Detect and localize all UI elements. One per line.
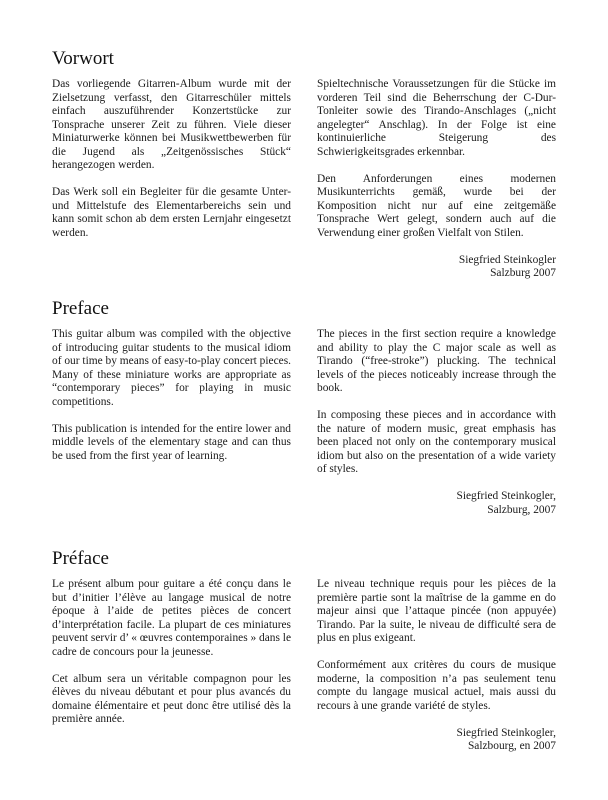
left-column: [52, 328, 291, 477]
right-column: [317, 328, 556, 517]
paragraph: Conformément aux critères du cours de musique moderne, la composition n’a pas seulement tenu compte du langage musical actuel, mais aussi du recours à une grande variété de styles.: [317, 659, 556, 712]
section-heading: Vorwort: [52, 48, 114, 69]
paragraph: Le présent album pour guitare a été conçu dans le but d’initier l’élève au langage musical de notre époque à l’aide de petites pièces de concert d’interprétation facile. La plupart de ces miniatures peuvent servir d’ « œuvres contemporaines » dans le cadre de concours pour la jeunesse.: [52, 578, 291, 658]
signature: [317, 490, 556, 517]
paragraph: Den Anforderungen eines modernen Musikunterrichts gemäß, wurde bei der Komposition nicht nur auf eine zeitgemäße Tonsprache Wert gelegt, sondern auch auf die Verwendung einer großen Vielfalt von Stilen.: [317, 172, 556, 239]
paragraph: Das vorliegende Gitarren-Album wurde mit der Zielsetzung verfasst, den Gitarreschüler mittels einfach auszuführender Konzertstücke zur Tonsprache unserer Zeit zu führen. Viele dieser Miniaturwerke können bei Musikwettbewerben für die Jugend als „Zeitgenössisches Stück“ herangezogen werden.: [52, 78, 291, 171]
signature-name: Siegfried Steinkogler,: [456, 726, 556, 739]
paragraph: Das Werk soll ein Begleiter für die gesamte Unter- und Mittelstufe des Elementarbereichs sein und kann somit schon ab dem ersten Lernjahr eingesetzt werden.: [52, 186, 291, 239]
signature-place-date: Salzbourg, en 2007: [467, 740, 556, 752]
signature: [317, 254, 556, 281]
paragraph: Spieltechnische Voraussetzungen für die Stücke im vorderen Teil sind die Beherrschung der C-Dur-Tonleiter sowie des Tirando-Anschlages („nicht angelegter“ Anschlag). In der Folge ist eine kontinuierliche Steigerung des Schwierigkeitsgrades erkennbar.: [317, 78, 556, 158]
paragraph: Cet album sera un véritable compagnon pour les élèves du niveau débutant et pour plus avancés du domaine élémentaire et peut donc être utilisé dès la première année.: [52, 672, 291, 725]
paragraph: This guitar album was compiled with the objective of introducing guitar students to the musical idiom of our time by means of easy-to-play concert pieces. Many of these miniature works are appropriate as “contemporary pieces” for playing in music competitions.: [52, 328, 291, 408]
right-column: [317, 578, 556, 754]
paragraph: Le niveau technique requis pour les pièces de la première partie sont la maîtrise de la gamme en do majeur ainsi que l’attaque pincée (non appuyée) Tirando. Par la suite, le niveau de difficulté sera de plus en plus exigeant.: [317, 578, 556, 644]
signature: [317, 727, 556, 754]
left-column: [52, 578, 291, 740]
signature-name: Siegfried Steinkogler,: [456, 490, 556, 502]
paragraph: The pieces in the first section require a knowledge and ability to play the C major scale as well as Tirando (“free-stroke”) plucking. The technical levels of the pieces noticeably increase through the book.: [317, 328, 556, 394]
paragraph: In composing these pieces and in accordance with the nature of modern music, great emphasis has been placed not only on the contemporary musical idiom but also on the presentation of a wide variety of styles.: [317, 409, 556, 475]
signature-name: Siegfried Steinkogler: [458, 253, 556, 266]
paragraph: This publication is intended for the entire lower and middle levels of the elementary stage and can thus be used from the first year of learning.: [52, 422, 291, 462]
right-column: [317, 78, 556, 281]
section-heading: Preface: [52, 298, 109, 319]
signature-place-date: Salzburg, 2007: [487, 503, 556, 516]
signature-place-date: Salzburg 2007: [490, 267, 556, 279]
left-column: [52, 78, 291, 254]
section-heading: Préface: [52, 548, 109, 569]
